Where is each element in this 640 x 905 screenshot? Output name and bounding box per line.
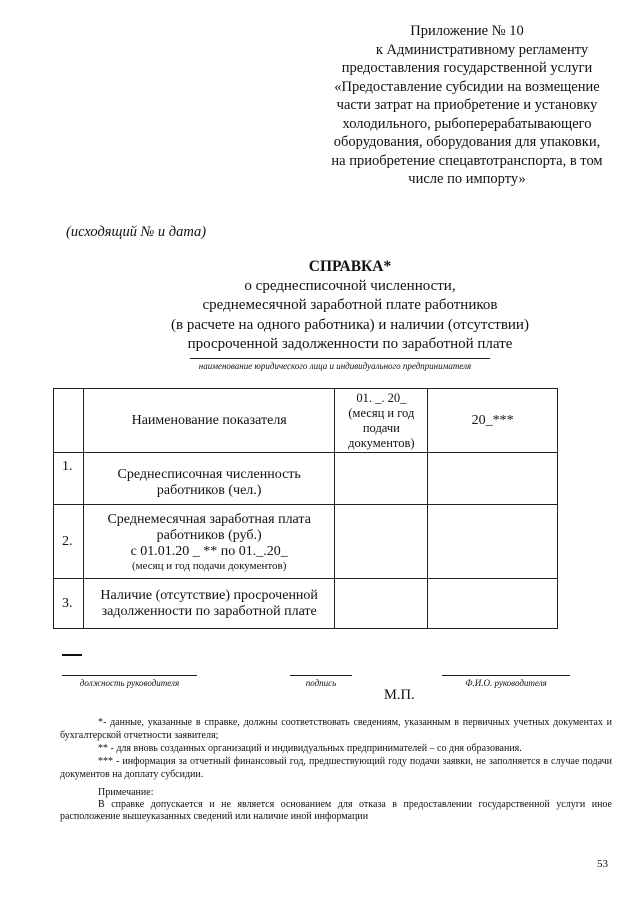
table-header-row [54, 389, 558, 453]
header-indicator: Наименование показателя [83, 389, 334, 453]
table-row [54, 453, 558, 505]
row-indicator-line: Среднемесячная заработная плата [107, 511, 311, 527]
position-caption: должность руководителя [79, 678, 180, 688]
row-number: 2. [54, 505, 84, 579]
row-value-year[interactable] [428, 453, 558, 505]
appendix-line: предоставления государственной услуги [341, 60, 593, 76]
table-row [54, 505, 558, 579]
row-indicator-note: (месяц и год подачи документов) [131, 559, 287, 572]
certificate-title-block [100, 257, 600, 355]
remark-block [60, 787, 612, 823]
footnote: *- данные, указанные в справке, должны соответствовать сведениям, указанным в первичных учетных документах и бухгалтерской отчетности заявителя; [60, 717, 612, 741]
certificate-subtitle-line: просроченной задолженности по заработной плате [187, 336, 513, 352]
row-value-year[interactable] [428, 579, 558, 629]
row-value-year[interactable] [428, 505, 558, 579]
certificate-subtitle-line: о среднесписочной численности, [244, 277, 456, 294]
header-date-cell [335, 389, 428, 453]
organization-name-line[interactable] [190, 358, 490, 359]
stamp-place: М.П. [384, 687, 415, 703]
appendix-line: оборудования, оборудования для упаковки, [333, 134, 601, 150]
row-indicator-line: работников (руб.) [156, 527, 262, 543]
appendix-line: числе по импорту» [408, 171, 526, 187]
appendix-line: Приложение № 10 [410, 23, 524, 39]
indicators-table [53, 388, 558, 629]
name-caption: Ф.И.О. руководителя [465, 678, 547, 688]
row-number: 3. [54, 579, 84, 629]
row-value-date[interactable] [335, 453, 428, 505]
signature-caption: подпись [305, 678, 337, 688]
certificate-subtitle-line: (в расчете на одного работника) и наличии (отсутствии) [171, 316, 529, 333]
row-indicator-line: задолженности по заработной плате [101, 603, 317, 619]
remark-text: В справке допускается и не является основанием для отказа в предоставлении государственной услуги иное расположение вышеуказанных сведений или наличие иной информации [60, 799, 612, 822]
short-dash-mark [62, 654, 82, 656]
footnote: ** - для вновь созданных организаций и индивидуальных предпринимателей – со дня образования. [98, 743, 522, 754]
row-indicator-line: Наличие (отсутствие) просроченной [100, 587, 318, 603]
appendix-line: «Предоставление субсидии на возмещение [334, 78, 600, 95]
header-num-cell [54, 389, 84, 453]
certificate-title: СПРАВКА* [308, 258, 392, 275]
row-indicator [83, 579, 334, 629]
position-signature-line[interactable] [62, 675, 197, 676]
row-number: 1. [54, 453, 84, 505]
row-indicator-line: с 01.01.20 _ ** по 01._.20_ [130, 543, 288, 559]
row-value-date[interactable] [335, 579, 428, 629]
row-indicator-line: работников (чел.) [156, 482, 262, 498]
appendix-line: на приобретение спецавтотранспорта, в том [331, 152, 603, 169]
header-date-line: подачи [362, 420, 400, 435]
header-date-line: (месяц и год [348, 405, 415, 420]
remark-label: Примечание: [98, 787, 154, 798]
footnote: *** - информация за отчетный финансовый год, предшествующий году подачи заявки, не заполняется в случае подачи документов на доплату субсидии. [60, 756, 612, 780]
row-indicator-line: Среднесписочная численность [117, 466, 301, 482]
certificate-subtitle-line: среднемесячной заработной плате работников [202, 297, 498, 313]
organization-name-caption: наименование юридического лица и индивидуального предпринимателя [198, 361, 472, 371]
appendix-line: к Административному регламенту [375, 41, 589, 58]
page-number: 53 [597, 858, 608, 870]
row-indicator [83, 505, 334, 579]
header-date-line: 01. _. 20_ [356, 390, 407, 405]
footnotes [60, 716, 612, 781]
table-row [54, 579, 558, 629]
signature-line[interactable] [290, 675, 352, 676]
outgoing-number-date: (исходящий № и дата) [66, 224, 207, 240]
header-year: 20_*** [428, 389, 558, 453]
appendix-header [322, 22, 612, 189]
row-value-date[interactable] [335, 505, 428, 579]
name-signature-line[interactable] [442, 675, 570, 676]
header-date-line: документов) [348, 435, 415, 450]
row-indicator [83, 453, 334, 505]
appendix-line: холодильного, рыбоперерабатывающего [342, 115, 592, 132]
appendix-line: части затрат на приобретение и установку [336, 97, 598, 113]
